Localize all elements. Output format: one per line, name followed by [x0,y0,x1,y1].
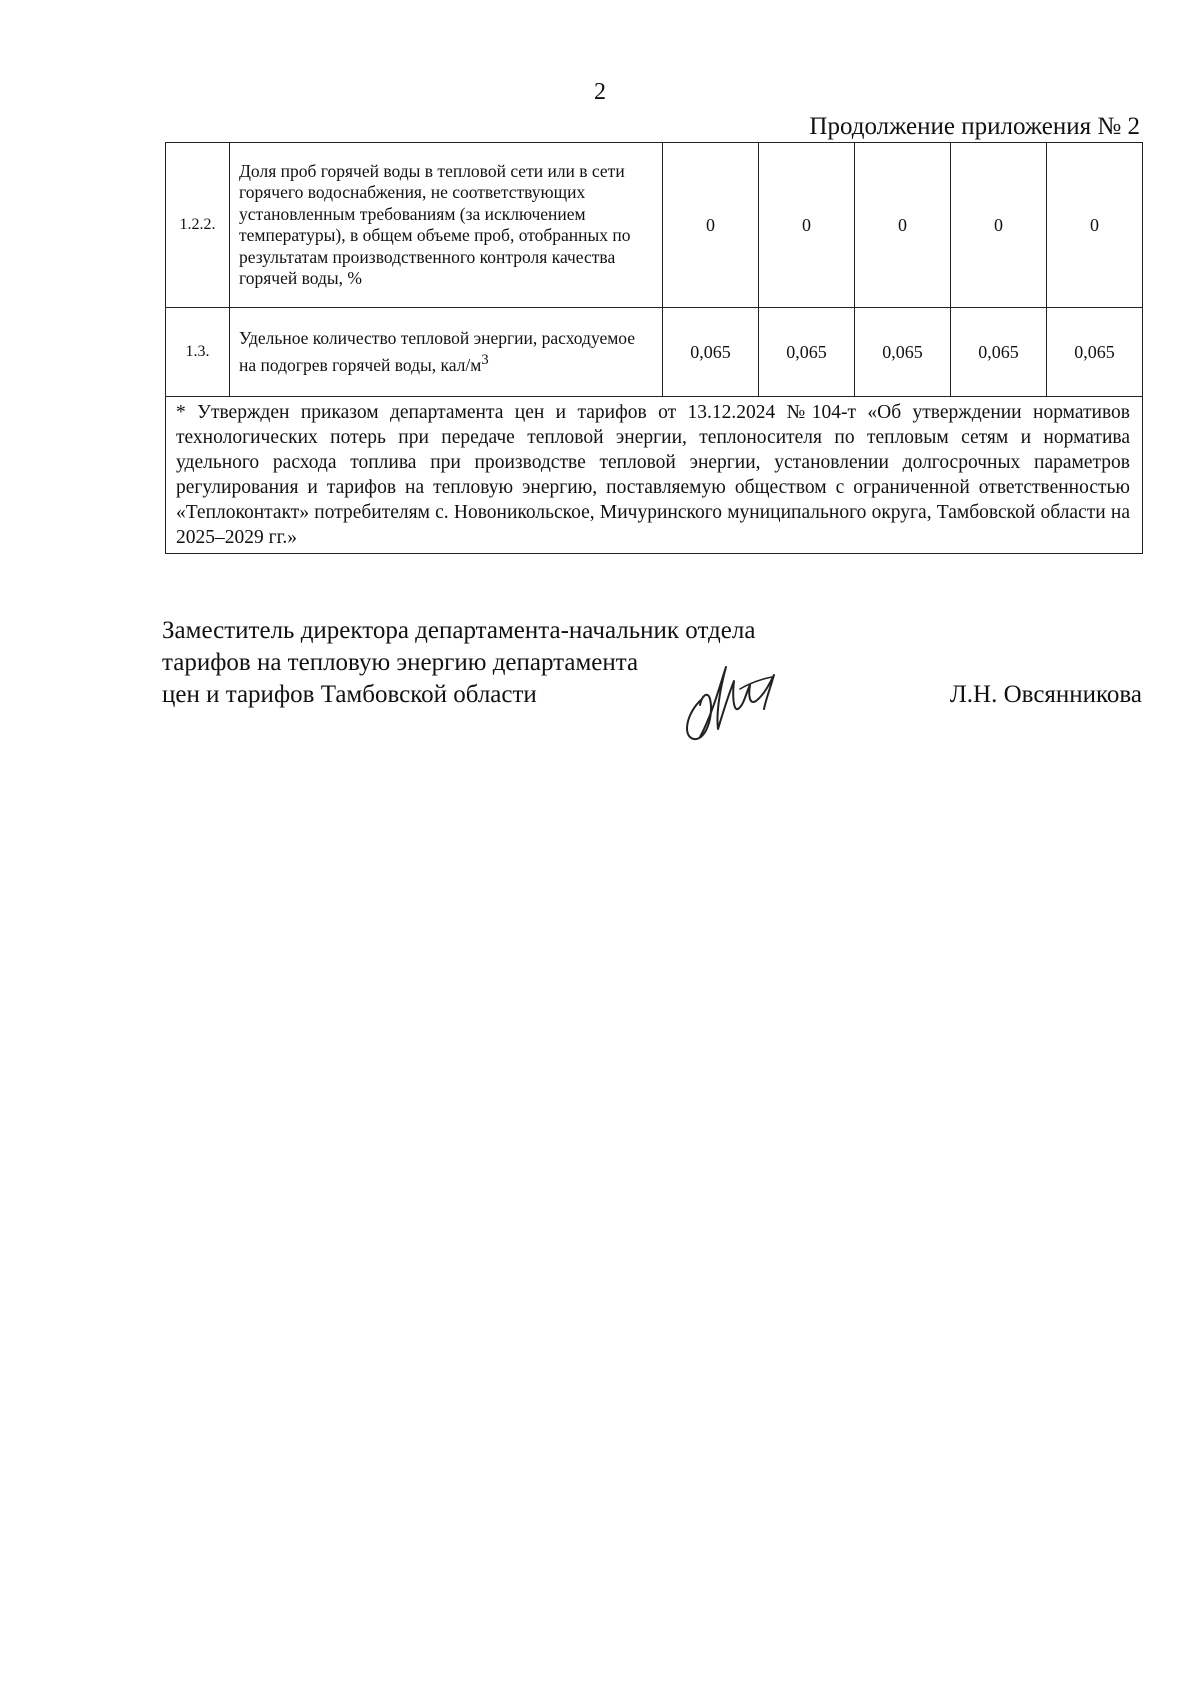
row-value: 0 [855,143,951,308]
handwritten-signature [680,655,795,745]
row-number: 1.2.2. [166,143,230,308]
row-description [230,308,663,397]
signatory-name: Л.Н. Овсянникова [949,681,1142,708]
unit-superscript: 3 [481,351,489,368]
row-value: 0 [951,143,1047,308]
signatory-title-line: цен и тарифов Тамбовской области [162,681,537,708]
row-value: 0,065 [951,308,1047,397]
row-value: 0 [663,143,759,308]
row-number: 1.3. [166,308,230,397]
row-description-text: Удельное количество тепловой энергии, расходуемое на подогрев горячей воды, кал/м [239,328,636,375]
signatory-title [162,615,755,711]
row-value: 0,065 [1047,308,1143,397]
row-value: 0 [1047,143,1143,308]
footnote-text: * Утвержден приказом департамента цен и тарифов от 13.12.2024 №104-т «Об утверждении нормативов технологических потерь при передаче тепловой энергии, теплоносителя по тепловым сетям и норматива удельного расхода топлива при производстве тепловой энергии, установлении долгосрочных параметров регулирования и тарифов на тепловую энергию, поставляемую обществом с ограниченной ответственностью «Теплоконтакт» потребителям с. Новоникольское, Мичуринского муниципального округа, Тамбовской области на 2025–2029 гг.» [166,397,1143,554]
signatory-title-line: Заместитель директора департамента-начальник отдела [162,617,756,644]
signatory-title-line: тарифов на тепловую энергию департамента [162,649,639,676]
footnote-row [166,397,1143,554]
table-row [166,143,1143,308]
row-description: Доля проб горячей воды в тепловой сети или в сети горячего водоснабжения, не соответствующих установленным требованиям (за исключением температуры), в общем объеме проб, отобранных по результатам производственного контроля качества горячей воды, % [230,143,663,308]
row-value: 0,065 [855,308,951,397]
appendix-continuation-label: Продолжение приложения № 2 [809,113,1140,140]
row-value: 0,065 [663,308,759,397]
indicators-table [165,142,1143,554]
row-value: 0,065 [759,308,855,397]
page-number: 2 [594,79,606,105]
table-row [166,308,1143,397]
row-value: 0 [759,143,855,308]
